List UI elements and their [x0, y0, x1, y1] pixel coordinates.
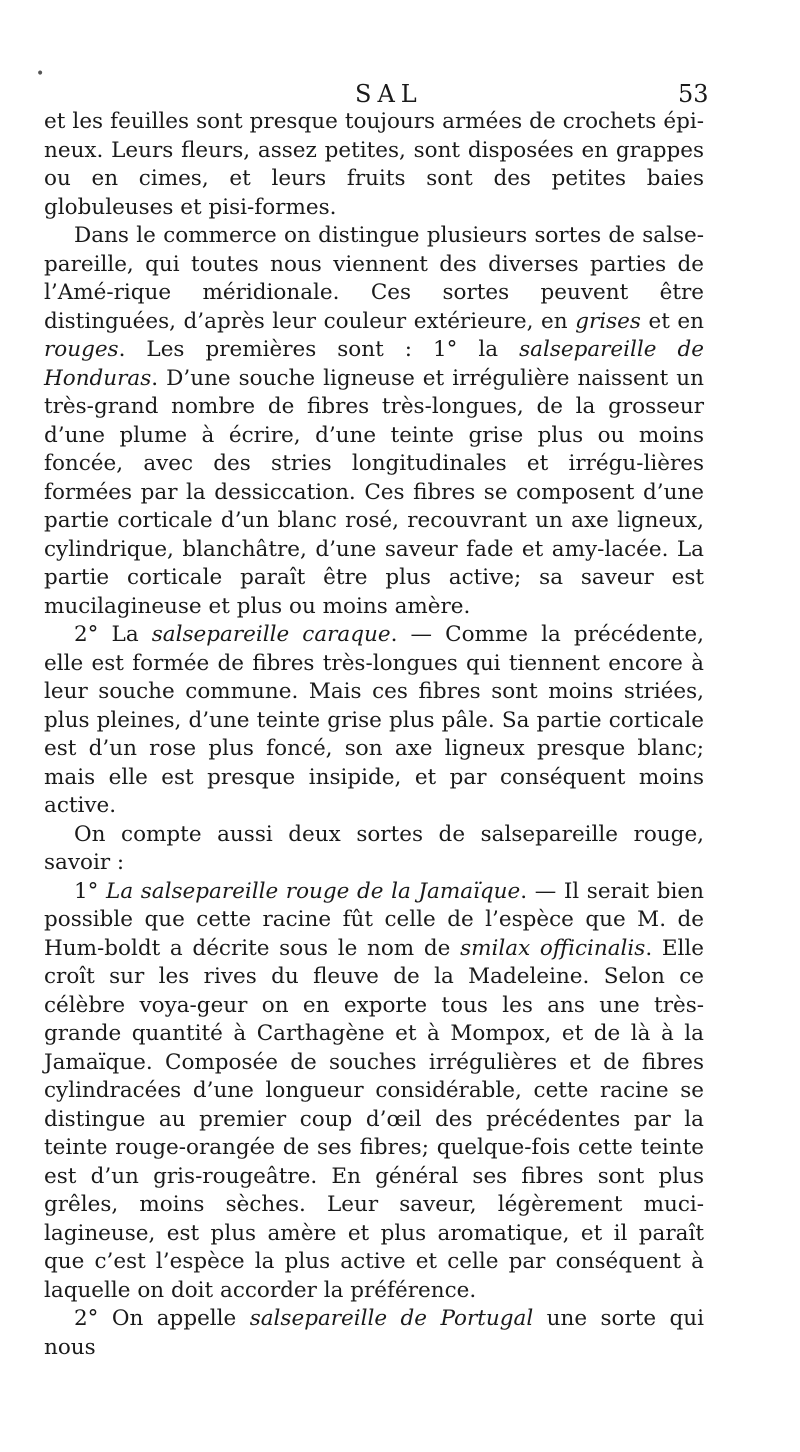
text-run: 1° — [74, 878, 107, 904]
paragraph — [44, 108, 704, 222]
italic-term: La salsepareille rouge de la Jamaïque — [106, 878, 521, 904]
text-run: Dans le commerce on distingue plusieurs sortes de salse-pareille, qui toutes nous viennent des diverses parties de l’Amé-rique méridionale. Ces sortes peuvent être distinguées, d’après leur couleur extérieure, en — [44, 223, 704, 334]
text-run: . Elle croît sur les rives du fleuve de la Madeleine. Selon ce célèbre voya-geur on en exporte tous les ans une très-grande quantité à Carthagène et à Mompox, et de là à la Jamaïque. Composée de souches irrégulières et de fibres cylindracées d’une longueur considérable, cette racine se distingue au premier coup d’œil des précédentes par la teinte rouge-orangée de ses fibres; quelque-fois cette teinte est d’un gris-rougeâtre. En général ses fibres sont plus grêles, moins sèches. Leur saveur, légèrement muci-lagineuse, est plus amère et plus aromatique, et il paraît que c’est l’espèce la plus active et celle par conséquent à laquelle on doit accorder la préférence. — [44, 935, 705, 1303]
italic-term: salsepareille caraque — [151, 622, 391, 647]
text-run: et en — [640, 308, 704, 334]
italic-term: salsepareille de Portugal — [249, 1306, 534, 1331]
text-run: et les feuilles sont presque toujours armées de crochets épi-neux. Leurs fleurs, assez petites, sont disposées en grappes ou en cimes, et leurs fruits sont des petites baies globuleuses et pisi-formes. — [44, 109, 704, 220]
text-run: . D’une souche ligneuse et irrégulière naissent un très-grand nombre de fibres très-longues, de la grosseur d’une plume à écrire, d’une teinte grise plus ou moins foncée, avec des stries longitudinales et irrégu-lières formées par la dessiccation. Ces fibres se composent d’une partie corticale d’un blanc rosé, recouvrant un axe ligneux, cylindrique, blanchâtre, d’une saveur fade et amy-lacée. La partie corticale paraît être plus active; sa saveur est mucilagineuse et plus ou moins amère. — [44, 365, 704, 619]
italic-term: salsepareille de Honduras — [44, 337, 704, 391]
paragraph — [44, 821, 704, 878]
print-speck: • — [36, 66, 45, 82]
italic-term: rouges — [44, 337, 119, 362]
paragraph — [44, 222, 704, 621]
paragraph — [44, 621, 704, 821]
text-run: 2° On appelle — [74, 1306, 250, 1331]
body-text — [44, 108, 704, 1362]
running-head: SAL — [355, 80, 423, 108]
text-run: . Les premières sont : 1° la — [118, 337, 520, 362]
text-run: 2° La — [74, 622, 152, 647]
page-number: 53 — [678, 80, 709, 108]
paragraph — [44, 878, 704, 1306]
text-run: On compte aussi deux sortes de salsepareille rouge, savoir : — [44, 821, 704, 875]
paragraph — [44, 1305, 704, 1362]
text-run: une sorte qui nous — [44, 1306, 704, 1360]
text-run: . — Comme la précédente, elle est formée de fibres très-longues qui tiennent encore à leur souche commune. Mais ces fibres sont moins striées, plus pleines, d’une teinte grise plus pâle. Sa partie corticale est d’un rose plus foncé, son axe ligneux presque blanc; mais elle est presque insipide, et par conséquent moins active. — [44, 622, 704, 818]
italic-term: grises — [575, 308, 641, 334]
text-run: . — Il serait bien possible que cette racine fût celle de l’espèce que M. de Hum-boldt a décrite sous le nom de — [44, 878, 705, 961]
italic-term: smilax officinalis — [460, 935, 646, 961]
